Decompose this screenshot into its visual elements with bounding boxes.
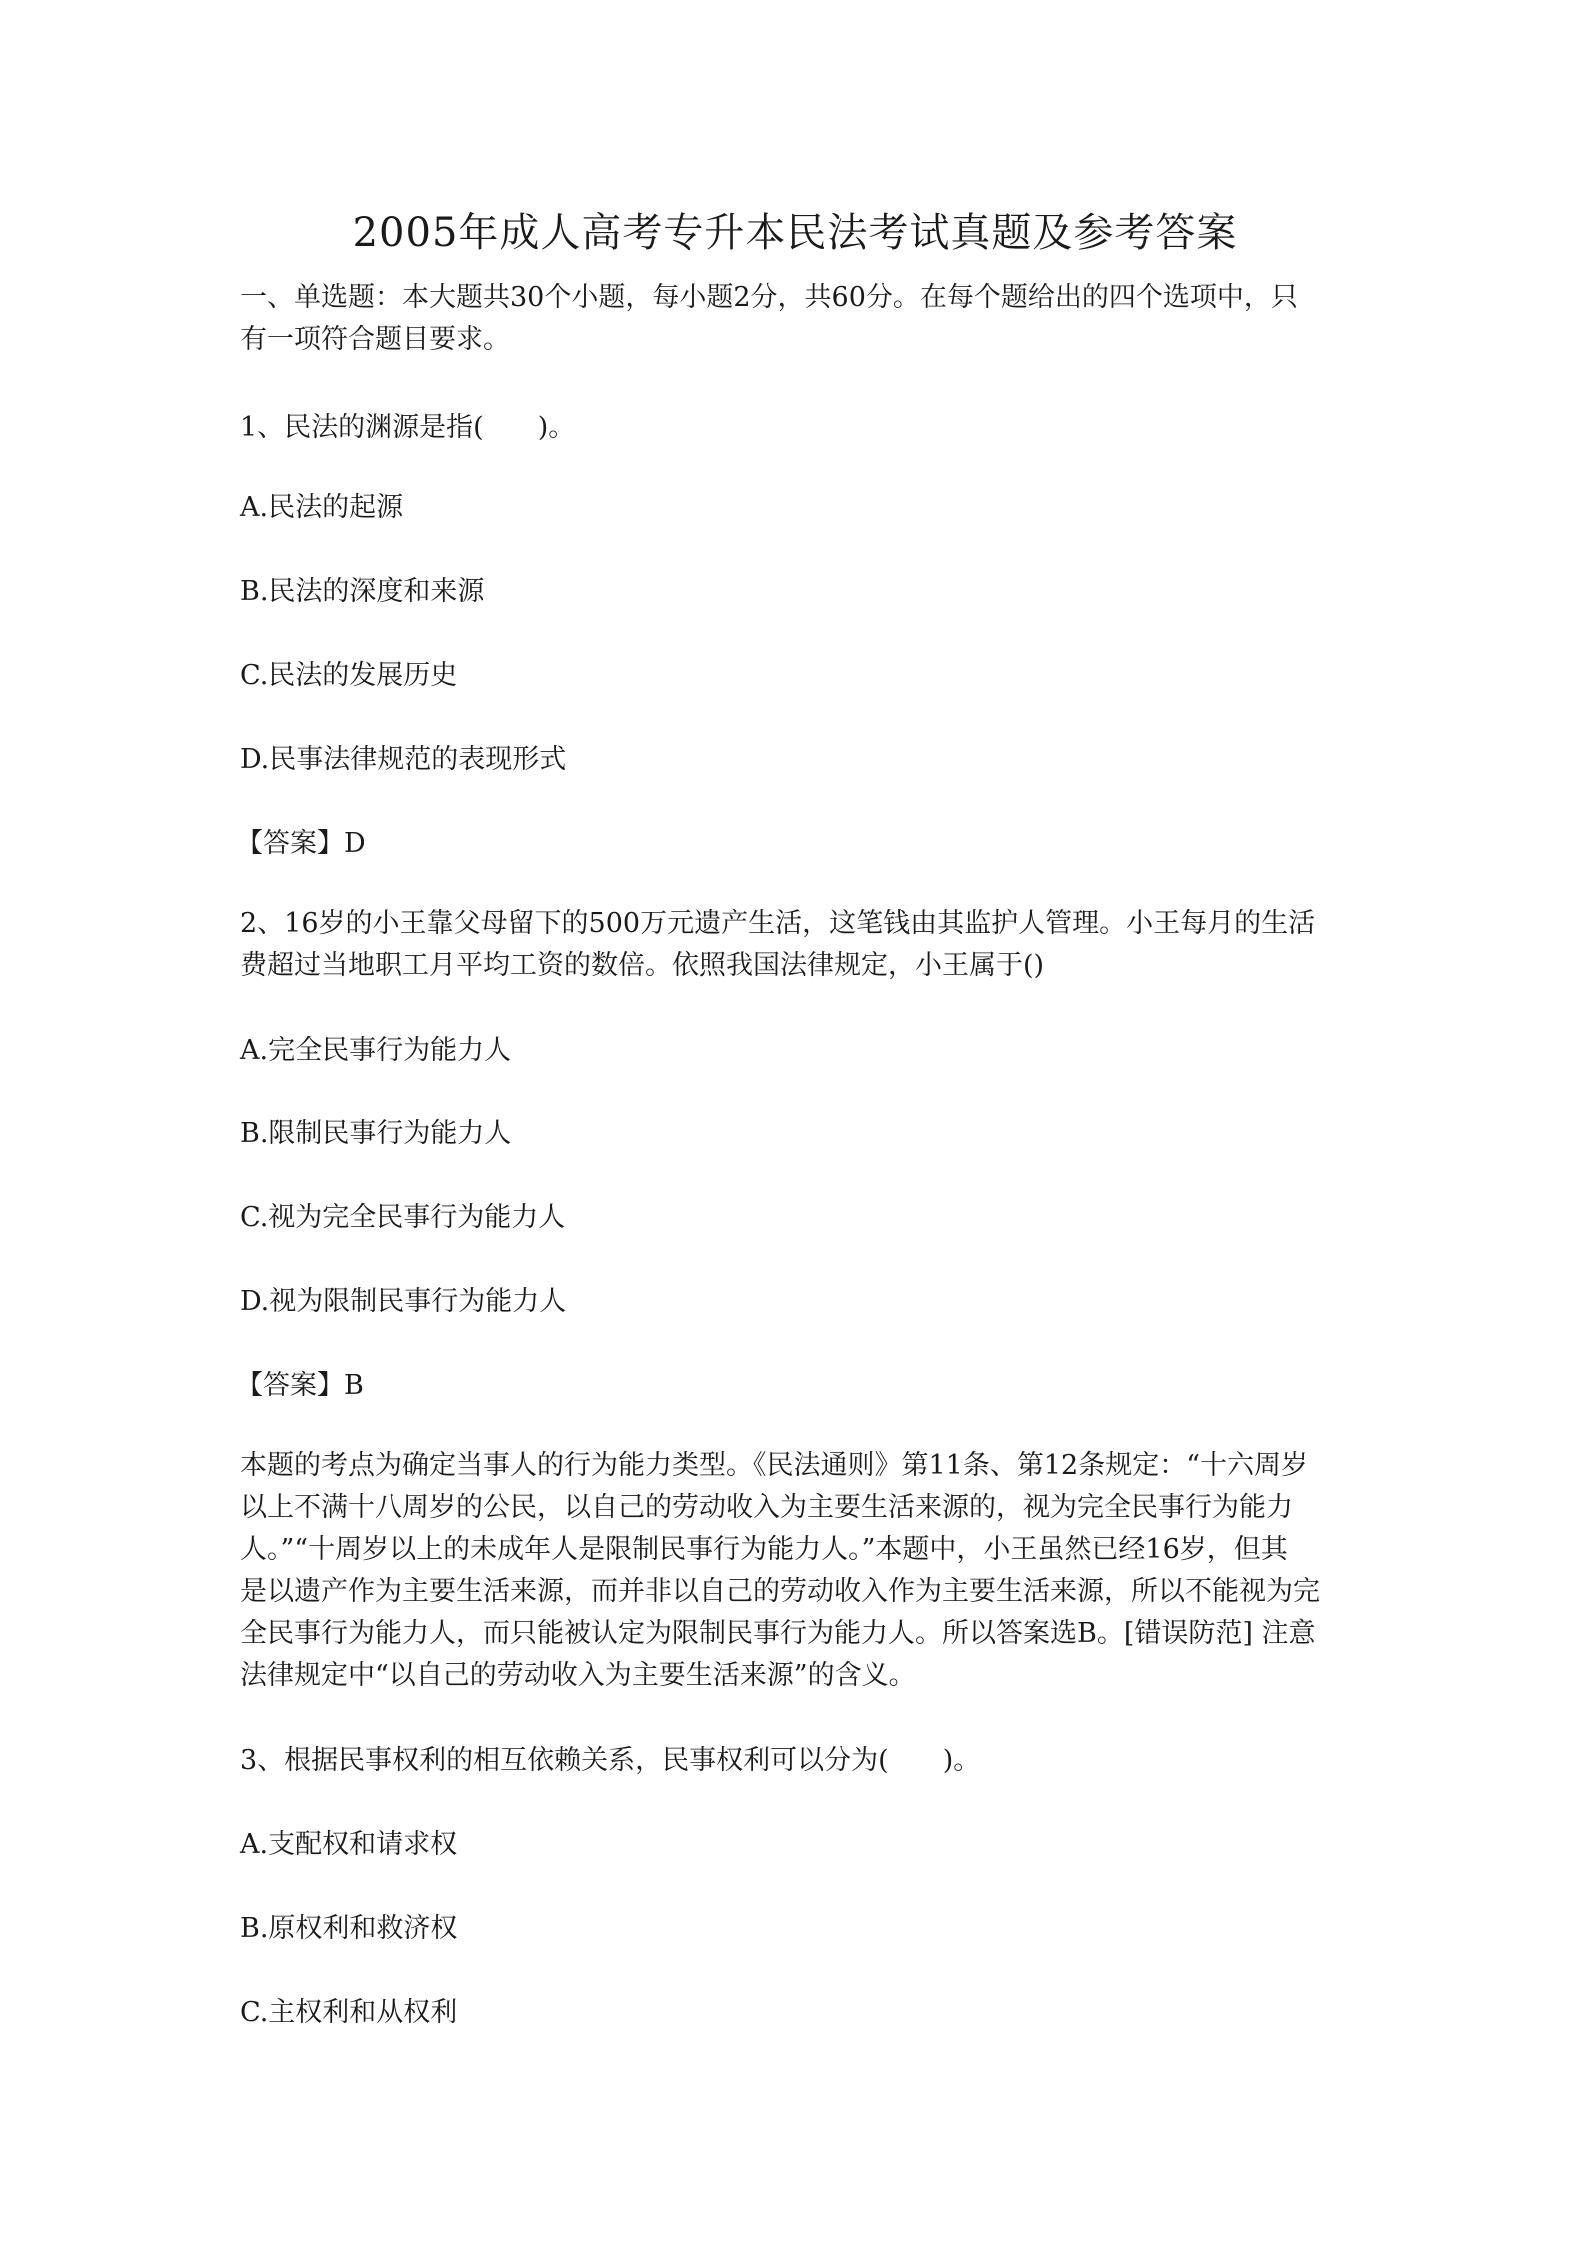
question-3-option-b: B.原权利和救济权 <box>240 1913 458 1944</box>
question-1-option-a: A.民法的起源 <box>240 492 404 523</box>
explanation-line: 人。”“十周岁以上的未成年人是限制民事行为能力人。”本题中，小王虽然已经16岁，但其 <box>240 1534 1288 1565</box>
question-3-stem: 3、根据民事权利的相互依赖关系，民事权利可以分为( )。 <box>240 1745 981 1776</box>
question-2-answer: 【答案】B <box>236 1370 364 1401</box>
document-title: 2005年成人高考专升本民法考试真题及参考答案 <box>352 210 1238 256</box>
question-2-stem-line: 2、16岁的小王靠父母留下的500万元遗产生活，这笔钱由其监护人管理。小王每月的生活 <box>240 908 1316 939</box>
question-1-option-c: C.民法的发展历史 <box>240 660 458 691</box>
question-1-answer: 【答案】D <box>236 828 366 859</box>
explanation-line: 法律规定中“以自己的劳动收入为主要生活来源”的含义。 <box>240 1660 916 1691</box>
question-2-explanation <box>240 1445 1350 1697</box>
question-2-option-a: A.完全民事行为能力人 <box>240 1035 512 1066</box>
section-intro <box>240 277 1350 361</box>
question-1-stem: 1、民法的渊源是指( )。 <box>240 412 576 443</box>
question-2-option-b: B.限制民事行为能力人 <box>240 1118 512 1149</box>
question-1-option-b: B.民法的深度和来源 <box>240 576 485 607</box>
intro-line: 有一项符合题目要求。 <box>240 324 510 355</box>
explanation-line: 本题的考点为确定当事人的行为能力类型。《民法通则》第11条、第12条规定：“十六周岁 <box>240 1450 1309 1481</box>
question-2-stem-line: 费超过当地职工月平均工资的数倍。依照我国法律规定，小王属于() <box>240 950 1045 981</box>
explanation-line: 是以遗产作为主要生活来源，而并非以自己的劳动收入作为主要生活来源，所以不能视为完 <box>240 1576 1320 1607</box>
question-2-option-c: C.视为完全民事行为能力人 <box>240 1202 566 1233</box>
question-3-option-c: C.主权利和从权利 <box>240 1997 458 2028</box>
explanation-line: 以上不满十八周岁的公民，以自己的劳动收入为主要生活来源的，视为完全民事行为能力 <box>240 1492 1293 1523</box>
intro-line: 一、单选题：本大题共30个小题，每小题2分，共60分。在每个题给出的四个选项中，只 <box>240 282 1298 313</box>
question-2-stem <box>240 903 1350 987</box>
question-3-option-a: A.支配权和请求权 <box>240 1829 458 1860</box>
explanation-line: 全民事行为能力人，而只能被认定为限制民事行为能力人。所以答案选B。[错误防范] 注意 <box>240 1618 1316 1649</box>
question-1-option-d: D.民事法律规范的表现形式 <box>240 744 567 775</box>
question-2-option-d: D.视为限制民事行为能力人 <box>240 1286 567 1317</box>
